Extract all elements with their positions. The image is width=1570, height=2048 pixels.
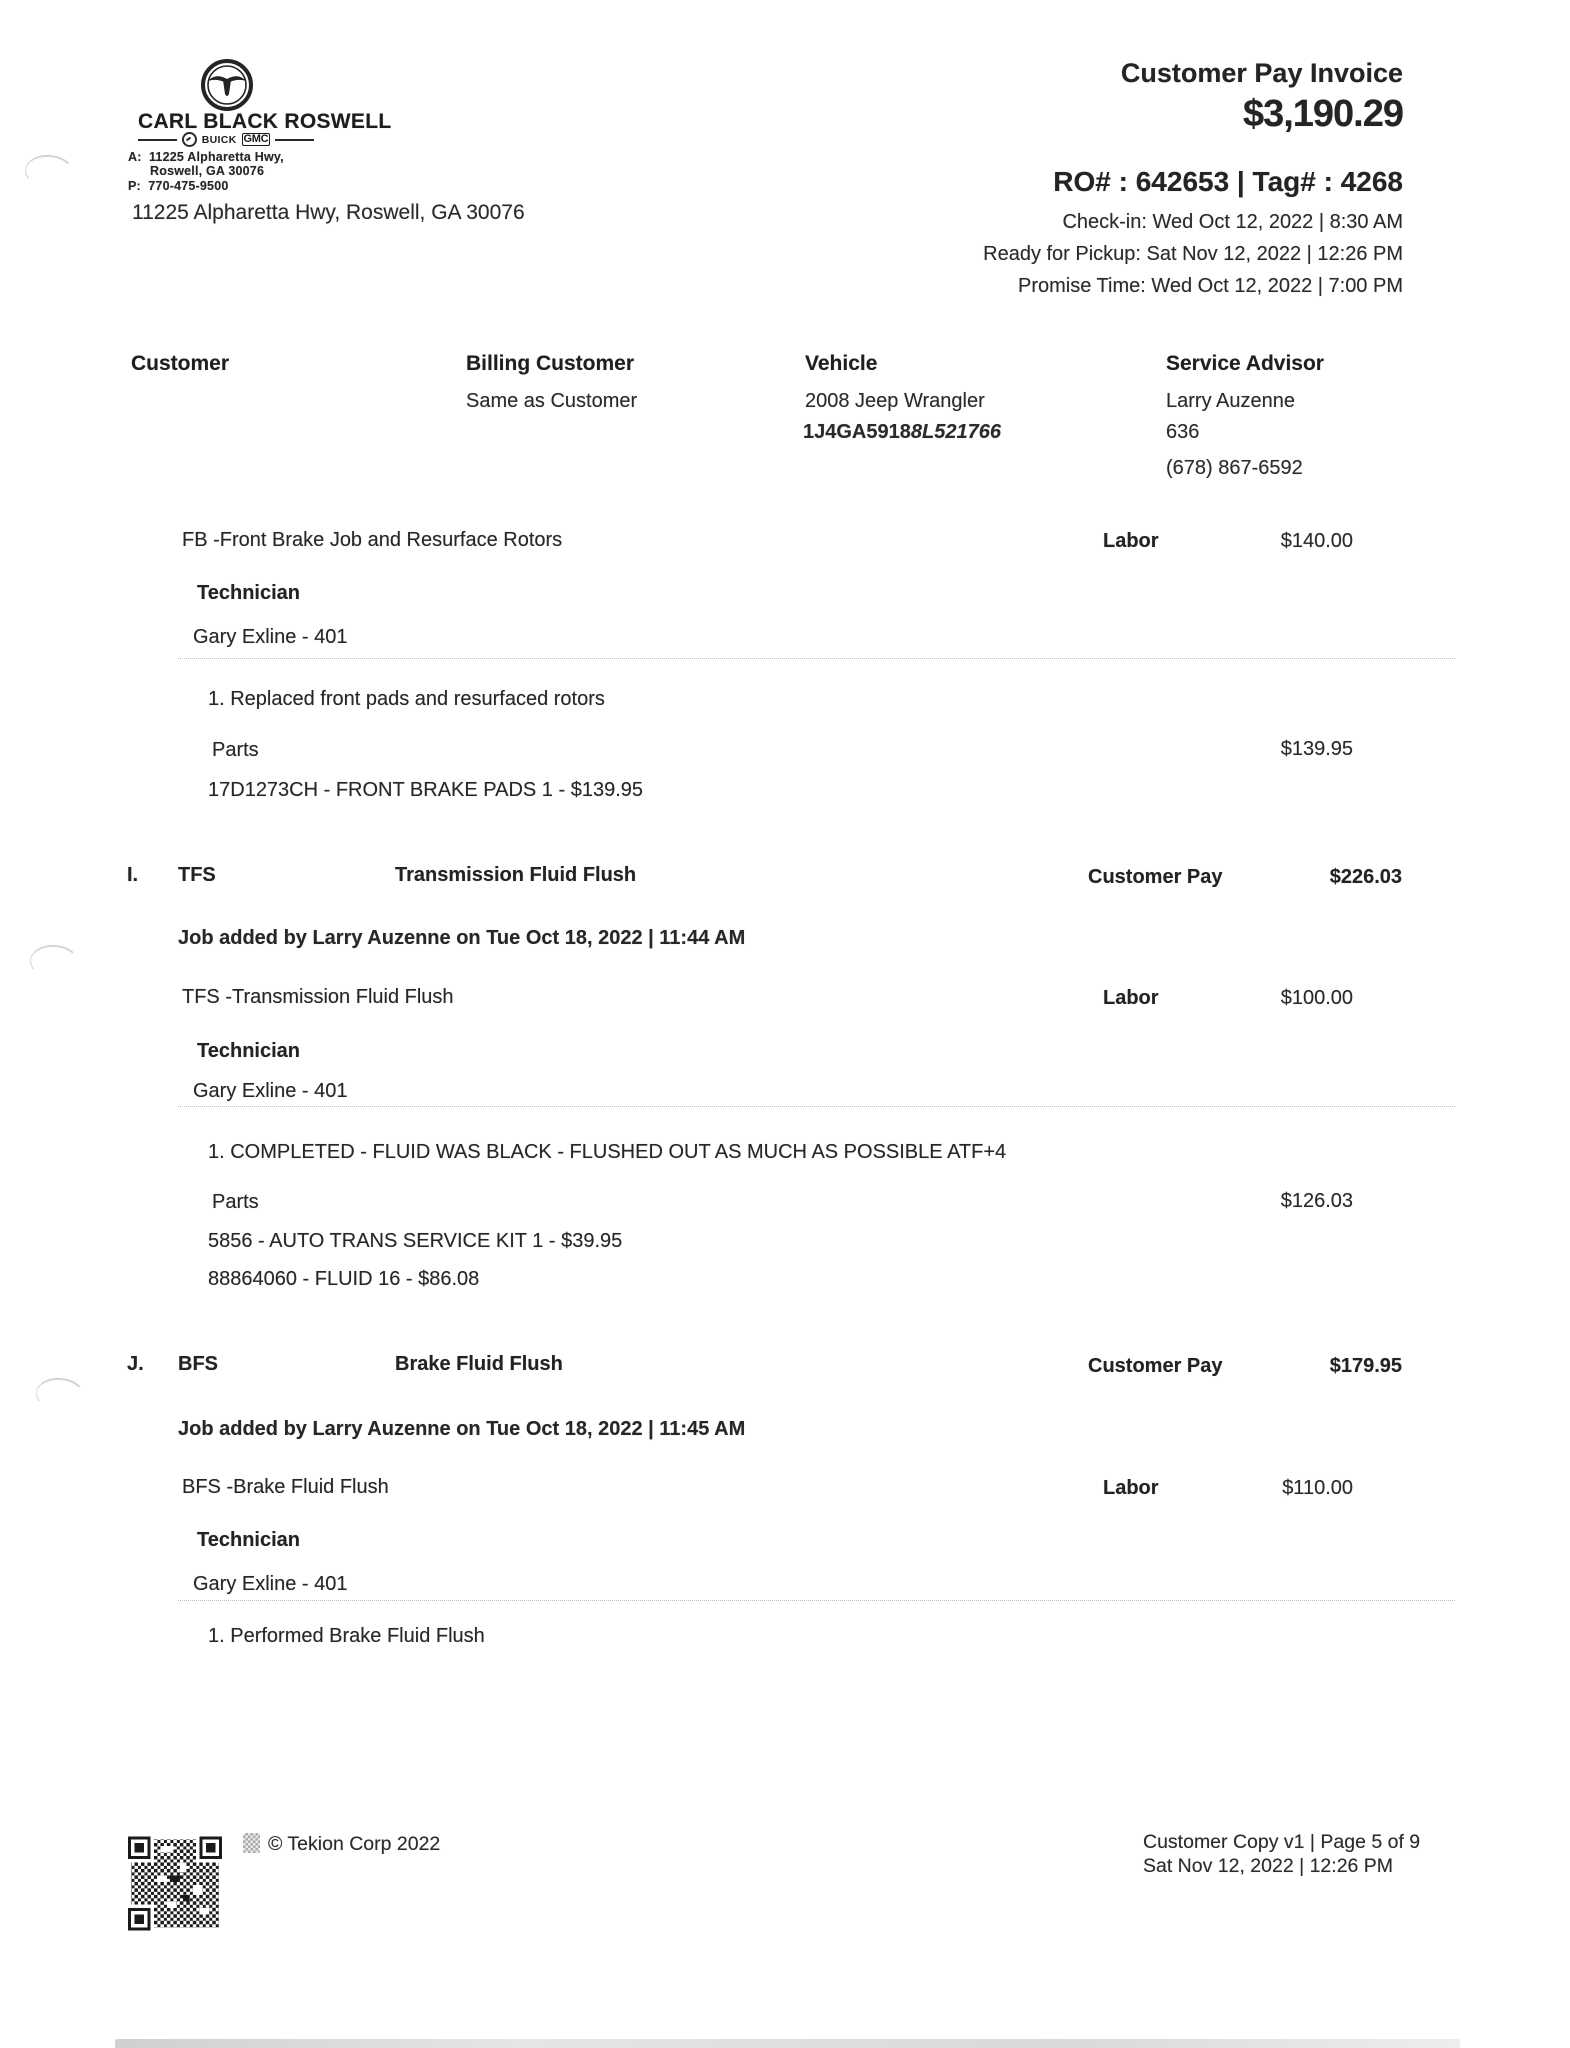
labor-amount: $110.00	[1282, 1477, 1353, 1499]
vin-part2: 8L521766	[910, 421, 1001, 443]
billing-value: Same as Customer	[466, 390, 638, 412]
parts-amount: $126.03	[1280, 1190, 1353, 1212]
customer-pay-label: Customer Pay	[1088, 866, 1223, 888]
customer-column-header: Customer	[131, 352, 230, 375]
brand-rule-right	[275, 139, 314, 141]
job-added-note: Job added by Larry Auzenne on Tue Oct 18, 2022 | 11:44 AM	[178, 927, 746, 949]
dealer-address-full: 11225 Alpharetta Hwy, Roswell, GA 30076	[132, 201, 525, 224]
technician-label: Technician	[197, 1040, 300, 1062]
parts-label: Parts	[212, 739, 259, 761]
technician-label: Technician	[197, 582, 300, 604]
job-story-line: 1. COMPLETED - FLUID WAS BLACK - FLUSHED OUT AS MUCH AS POSSIBLE ATF+4	[208, 1141, 1007, 1163]
address-label: A:	[128, 150, 142, 164]
address-line1: 11225 Alpharetta Hwy,	[148, 150, 284, 164]
job-op-name: FB -Front Brake Job and Resurface Rotors	[182, 529, 563, 551]
parts-label: Parts	[212, 1191, 259, 1213]
part-line: 17D1273CH - FRONT BRAKE PADS 1 - $139.95	[208, 779, 643, 801]
part-line: 88864060 - FLUID 16 - $86.08	[208, 1268, 480, 1290]
qr-code	[128, 1836, 222, 1936]
advisor-column-header: Service Advisor	[1166, 352, 1324, 375]
phone-value: 770-475-9500	[148, 179, 229, 193]
customer-pay-amount: $179.95	[1329, 1355, 1402, 1377]
checkin-line: Check-in: Wed Oct 12, 2022 | 8:30 AM	[1062, 211, 1403, 233]
invoice-title: Customer Pay Invoice	[1120, 58, 1403, 88]
job-code: BFS	[178, 1353, 218, 1375]
labor-label: Labor	[1103, 1477, 1159, 1499]
vehicle-name: 2008 Jeep Wrangler	[805, 390, 985, 412]
dealer-address-line2: Roswell, GA 30076	[150, 164, 265, 178]
vehicle-column-header: Vehicle	[805, 352, 878, 375]
dealer-brand-row	[138, 132, 314, 147]
job-story-line: 1. Performed Brake Fluid Flush	[208, 1625, 485, 1647]
scan-artifact-arc	[23, 153, 75, 192]
copyright-text: © Tekion Corp 2022	[268, 1833, 441, 1855]
technician-label: Technician	[197, 1529, 300, 1551]
job-letter: I.	[127, 864, 139, 886]
job-name: Transmission Fluid Flush	[395, 864, 637, 886]
promise-time-line: Promise Time: Wed Oct 12, 2022 | 7:00 PM	[1018, 275, 1403, 297]
job-code: TFS	[178, 864, 216, 886]
job-story-line: 1. Replaced front pads and resurfaced rotors	[208, 688, 605, 710]
customer-pay-label: Customer Pay	[1088, 1355, 1223, 1377]
section-divider	[178, 1600, 1455, 1601]
scan-artifact-arc	[29, 943, 80, 980]
advisor-phone: (678) 867-6592	[1166, 457, 1303, 479]
print-time: Sat Nov 12, 2022 | 12:26 PM	[1143, 1855, 1394, 1877]
vin-part1: 1J4GA5918	[803, 421, 911, 443]
invoice-total: $3,190.29	[1242, 93, 1403, 135]
gmc-badge-icon: GMC	[243, 133, 269, 145]
customer-pay-amount: $226.03	[1329, 866, 1402, 888]
labor-amount: $100.00	[1280, 987, 1353, 1009]
job-added-note: Job added by Larry Auzenne on Tue Oct 18, 2022 | 11:45 AM	[178, 1418, 746, 1440]
technician-name: Gary Exline - 401	[193, 1080, 348, 1102]
labor-amount: $140.00	[1280, 530, 1353, 552]
ready-for-pickup-line: Ready for Pickup: Sat Nov 12, 2022 | 12:26 PM	[983, 243, 1403, 265]
scan-artifact-arc	[34, 1375, 87, 1415]
part-line: 5856 - AUTO TRANS SERVICE KIT 1 - $39.95	[208, 1230, 623, 1252]
vehicle-vin	[803, 421, 1001, 444]
technician-name: Gary Exline - 401	[193, 1573, 348, 1595]
section-divider	[178, 658, 1455, 659]
job-letter: J.	[127, 1353, 144, 1375]
tekion-grid-icon	[243, 1833, 260, 1853]
dealer-address-small	[128, 150, 284, 164]
buick-label: BUICK	[201, 133, 237, 146]
technician-name: Gary Exline - 401	[193, 626, 348, 648]
invoice-header	[1121, 58, 1403, 136]
dealer-phone-line	[128, 179, 229, 193]
longhorn-steering-wheel-icon	[200, 57, 254, 118]
section-divider	[178, 1106, 1455, 1107]
brand-rule-left	[138, 139, 177, 141]
advisor-name: Larry Auzenne	[1166, 390, 1295, 412]
billing-column-header: Billing Customer	[466, 352, 635, 375]
job-op-name: TFS -Transmission Fluid Flush	[182, 986, 454, 1008]
job-name: Brake Fluid Flush	[395, 1353, 563, 1375]
copy-info: Customer Copy v1 | Page 5 of 9	[1143, 1831, 1421, 1853]
scan-edge-artifact	[115, 2039, 1460, 2048]
labor-label: Labor	[1103, 530, 1159, 552]
ro-tag-line: RO# : 642653 | Tag# : 4268	[1053, 166, 1403, 197]
advisor-number: 636	[1166, 421, 1200, 443]
buick-circle-icon	[182, 132, 197, 147]
labor-label: Labor	[1103, 987, 1159, 1009]
job-op-name: BFS -Brake Fluid Flush	[182, 1476, 389, 1498]
phone-label: P:	[128, 179, 141, 193]
dealer-name: CARL BLACK ROSWELL	[138, 110, 392, 133]
parts-amount: $139.95	[1280, 738, 1353, 760]
